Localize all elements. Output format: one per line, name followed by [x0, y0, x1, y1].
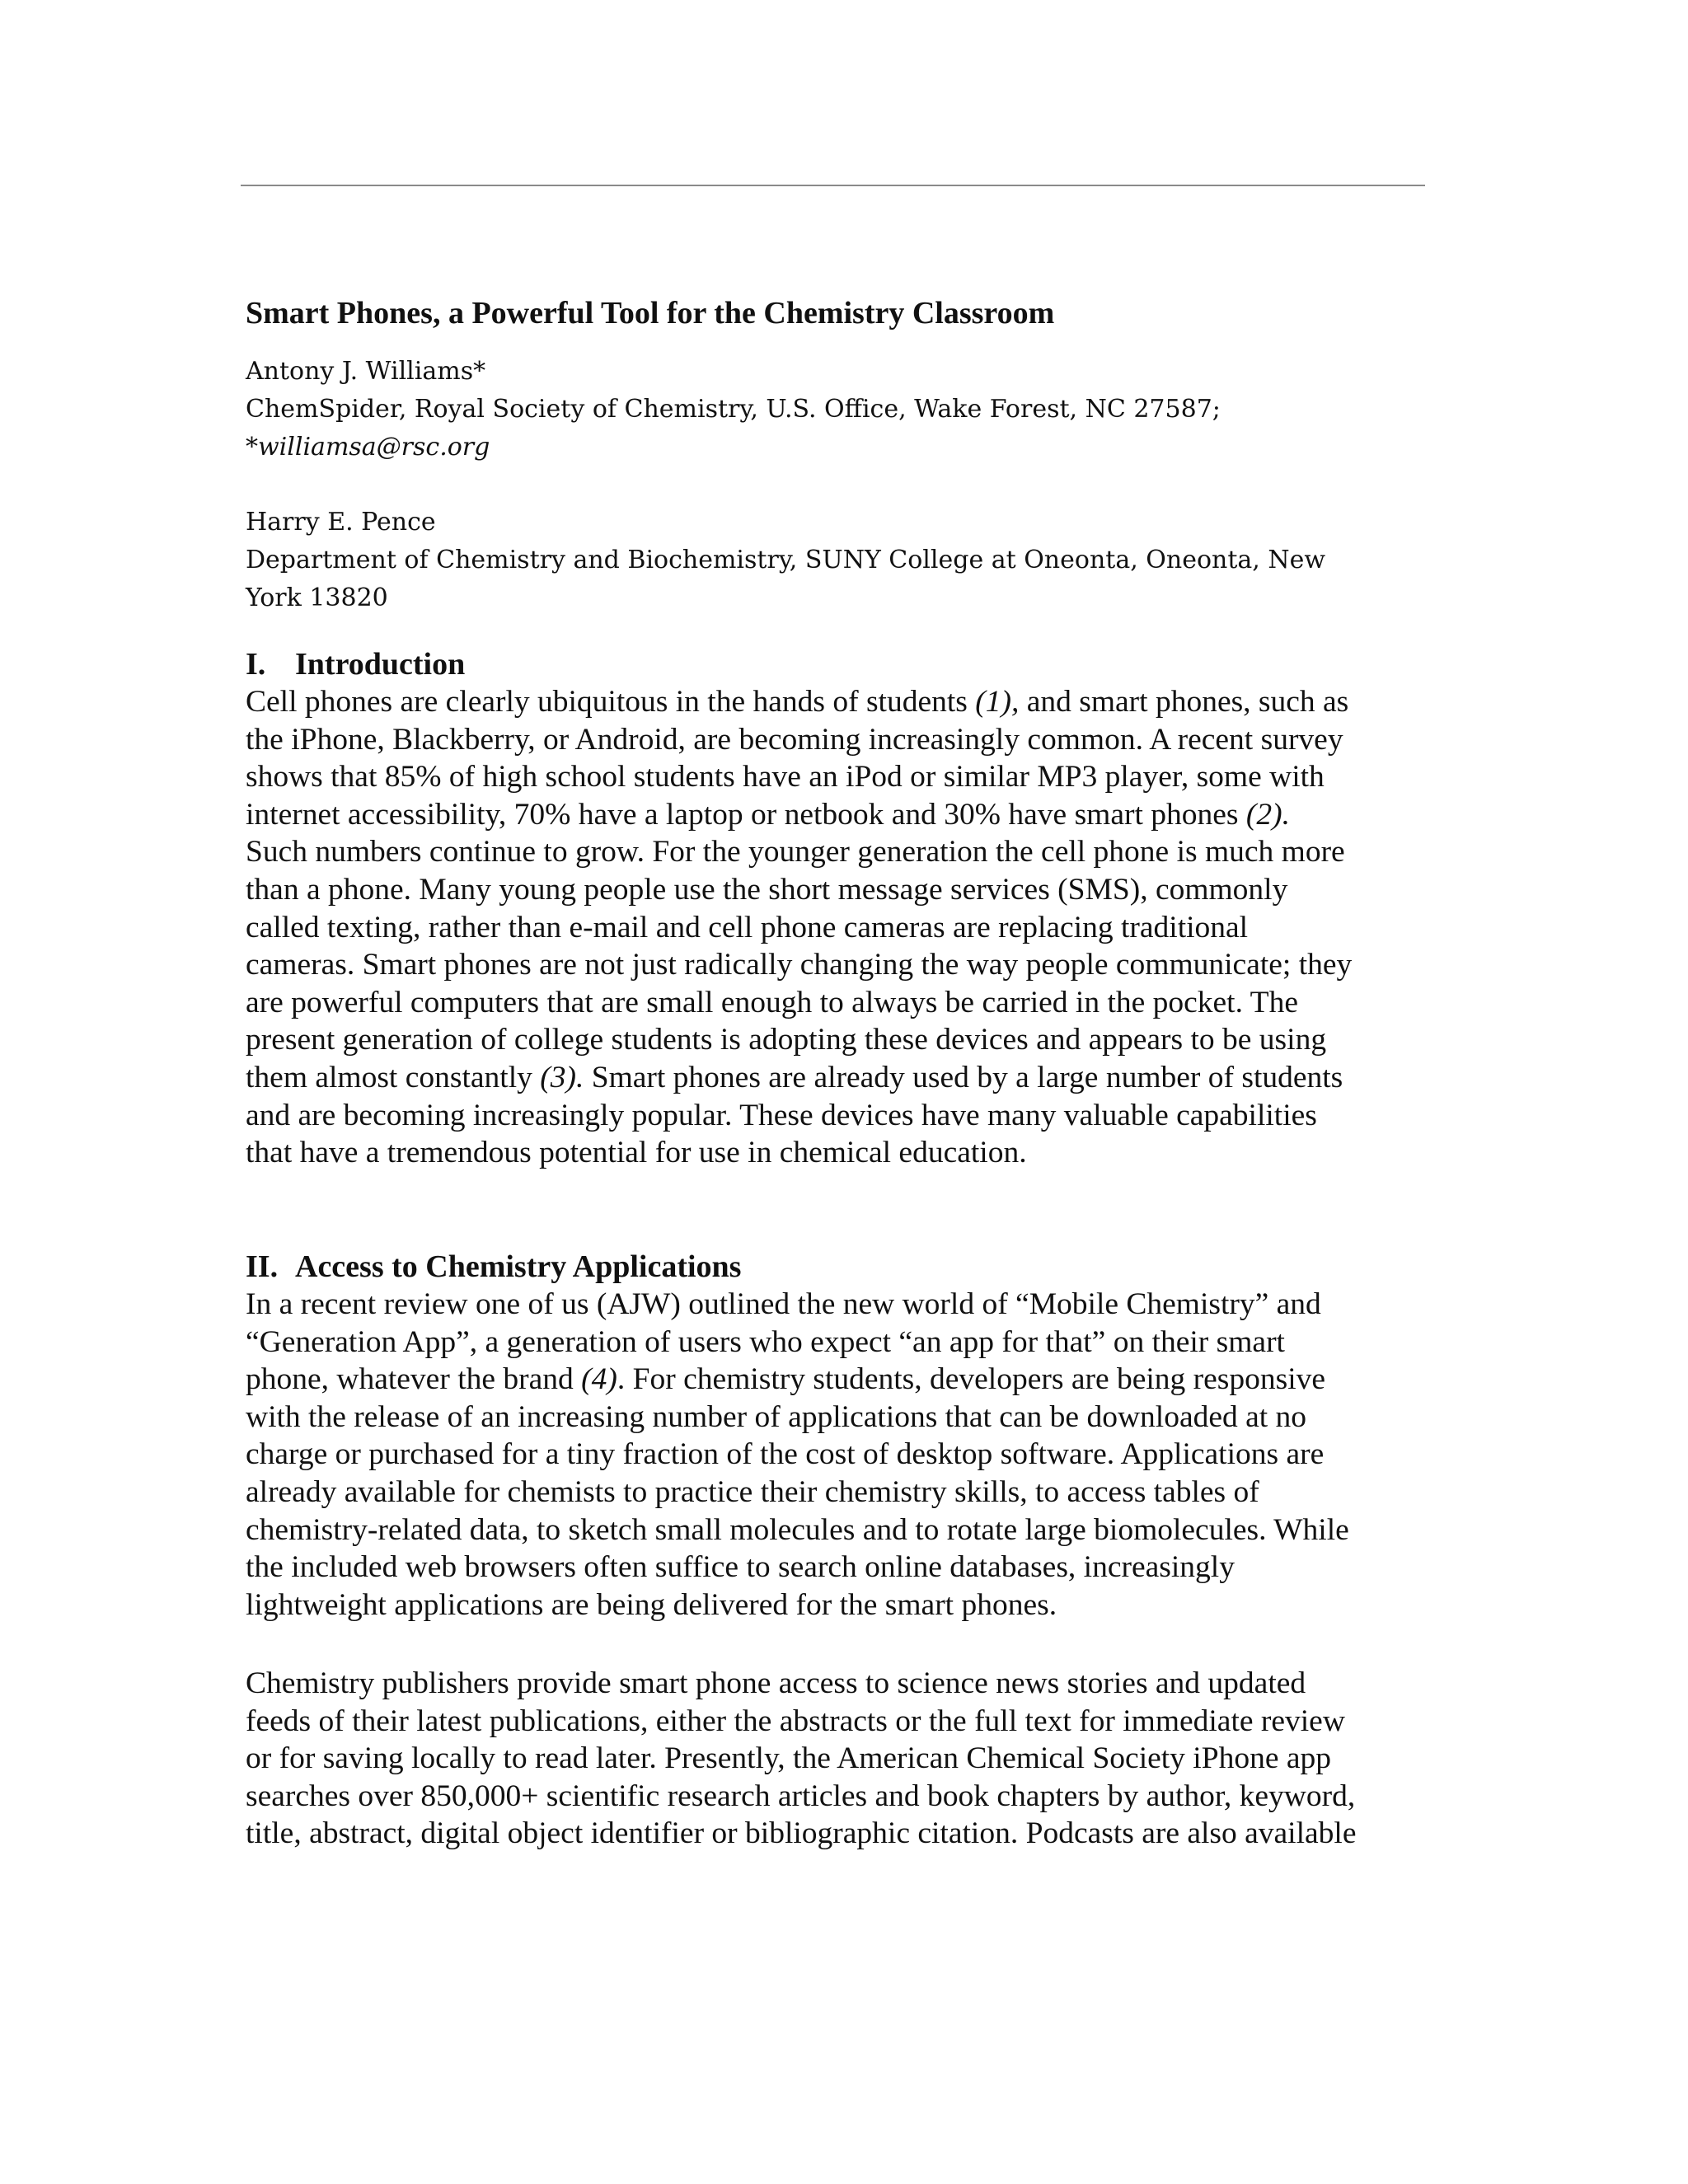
text-line	[246, 1815, 1356, 1853]
section-heading-introduction	[246, 645, 465, 683]
text-line	[246, 1549, 1349, 1586]
text-run: chemistry-related data, to sketch small molecules and to rotate large biomolecules. While	[246, 1512, 1349, 1547]
text-run: present generation of college students is adopting these devices and appears to be using	[246, 1023, 1327, 1057]
text-line	[246, 1134, 1352, 1172]
section-number: II.	[246, 1249, 279, 1284]
section-title: Introduction	[295, 647, 466, 682]
section-number: I.	[246, 647, 266, 682]
text-run: called texting, rather than e-mail and cell phone cameras are replacing traditional	[246, 910, 1249, 944]
text-line	[246, 1021, 1352, 1059]
text-run: and smart phones, such as	[1019, 685, 1349, 719]
text-line	[246, 1399, 1349, 1436]
text-line	[246, 796, 1352, 834]
text-run: cameras. Smart phones are not just radically changing the way people communicate; they	[246, 948, 1353, 982]
text-line	[246, 1511, 1349, 1549]
author-email: *williamsa@rsc.org	[246, 433, 490, 462]
text-run: them almost constantly	[246, 1060, 541, 1094]
author-name: Harry E. Pence	[246, 508, 436, 537]
text-run: are powerful computers that are small enough to always be carried in the pocket. The	[246, 985, 1298, 1019]
text-line	[246, 984, 1352, 1022]
text-line	[246, 1097, 1352, 1135]
paragraph-access-2	[246, 1665, 1356, 1853]
text-line	[246, 871, 1352, 909]
text-run: . For chemistry students, developers are being responsive	[617, 1362, 1326, 1397]
text-run: shows that 85% of high school students have an iPod or similar MP3 player, some with	[246, 760, 1325, 794]
paragraph-access-1	[246, 1286, 1349, 1624]
text-run: Cell phones are clearly ubiquitous in the hands of students	[246, 685, 976, 719]
section-title: Access to Chemistry Applications	[295, 1249, 742, 1284]
text-line	[246, 1665, 1356, 1703]
text-run: feeds of their latest publications, either the abstracts or the full text for immediate review	[246, 1704, 1345, 1738]
text-run: internet accessibility, 70% have a laptop or netbook and 30% have smart phones	[246, 797, 1246, 832]
text-run: searches over 850,000+ scientific research articles and book chapters by author, keyword,	[246, 1779, 1356, 1813]
citation: (2).	[1245, 797, 1290, 832]
text-line	[246, 1286, 1349, 1324]
text-line	[246, 721, 1352, 759]
text-line	[246, 1474, 1349, 1511]
section-heading-access	[246, 1248, 741, 1286]
text-line	[246, 1586, 1349, 1624]
text-run: charge or purchased for a tiny fraction of the cost of desktop software. Applications are	[246, 1437, 1325, 1472]
text-run: “Generation App”, a generation of users who expect “an app for that” on their smart	[246, 1324, 1285, 1359]
text-run: Smart phones are already used by a large number of students	[584, 1060, 1343, 1094]
text-line	[246, 946, 1352, 984]
text-line	[246, 833, 1352, 871]
text-line	[246, 1324, 1349, 1361]
text-line	[246, 909, 1352, 947]
text-run: lightweight applications are being delivered for the smart phones.	[246, 1587, 1057, 1622]
text-line	[246, 1703, 1356, 1741]
text-run: phone, whatever the brand	[246, 1362, 582, 1397]
citation: (3).	[540, 1060, 584, 1094]
text-run: and are becoming increasingly popular. These devices have many valuable capabilities	[246, 1098, 1317, 1132]
text-run: Chemistry publishers provide smart phone access to science news stories and updated	[246, 1666, 1306, 1700]
author-affiliation: ChemSpider, Royal Society of Chemistry, U.S. Office, Wake Forest, NC 27587;	[246, 395, 1221, 424]
text-run: In a recent review one of us (AJW) outlined the new world of “Mobile Chemistry” and	[246, 1287, 1321, 1321]
citation: (4)	[581, 1362, 617, 1397]
author-affiliation: Department of Chemistry and Biochemistry, SUNY College at Oneonta, Oneonta, New	[246, 546, 1326, 574]
text-run: already available for chemists to practice their chemistry skills, to access tables of	[246, 1474, 1259, 1509]
text-line	[246, 1778, 1356, 1816]
citation: (1),	[975, 685, 1020, 719]
author-name: Antony J. Williams*	[246, 357, 486, 386]
text-run: that have a tremendous potential for use in chemical education.	[246, 1136, 1027, 1170]
text-run: Such numbers continue to grow. For the younger generation the cell phone is much more	[246, 835, 1345, 869]
text-line	[246, 1361, 1349, 1399]
text-run: the iPhone, Blackberry, or Android, are becoming increasingly common. A recent survey	[246, 722, 1343, 757]
author-affiliation: York 13820	[246, 583, 388, 612]
text-run: the included web browsers often suffice to search online databases, increasingly	[246, 1550, 1235, 1585]
text-line	[246, 683, 1352, 721]
text-line	[246, 1436, 1349, 1474]
header-rule	[241, 185, 1425, 186]
text-run: or for saving locally to read later. Presently, the American Chemical Society iPhone app	[246, 1741, 1331, 1776]
text-run: title, abstract, digital object identifier or bibliographic citation. Podcasts are also available	[246, 1816, 1357, 1851]
text-line	[246, 1740, 1356, 1778]
text-line	[246, 758, 1352, 796]
paragraph-introduction	[246, 683, 1352, 1172]
text-run: with the release of an increasing number of applications that can be downloaded at no	[246, 1399, 1307, 1434]
text-run: than a phone. Many young people use the short message services (SMS), commonly	[246, 872, 1288, 907]
text-line	[246, 1059, 1352, 1097]
author-block	[246, 353, 1325, 617]
paper-title: Smart Phones, a Powerful Tool for the Chemistry Classroom	[246, 296, 1055, 330]
